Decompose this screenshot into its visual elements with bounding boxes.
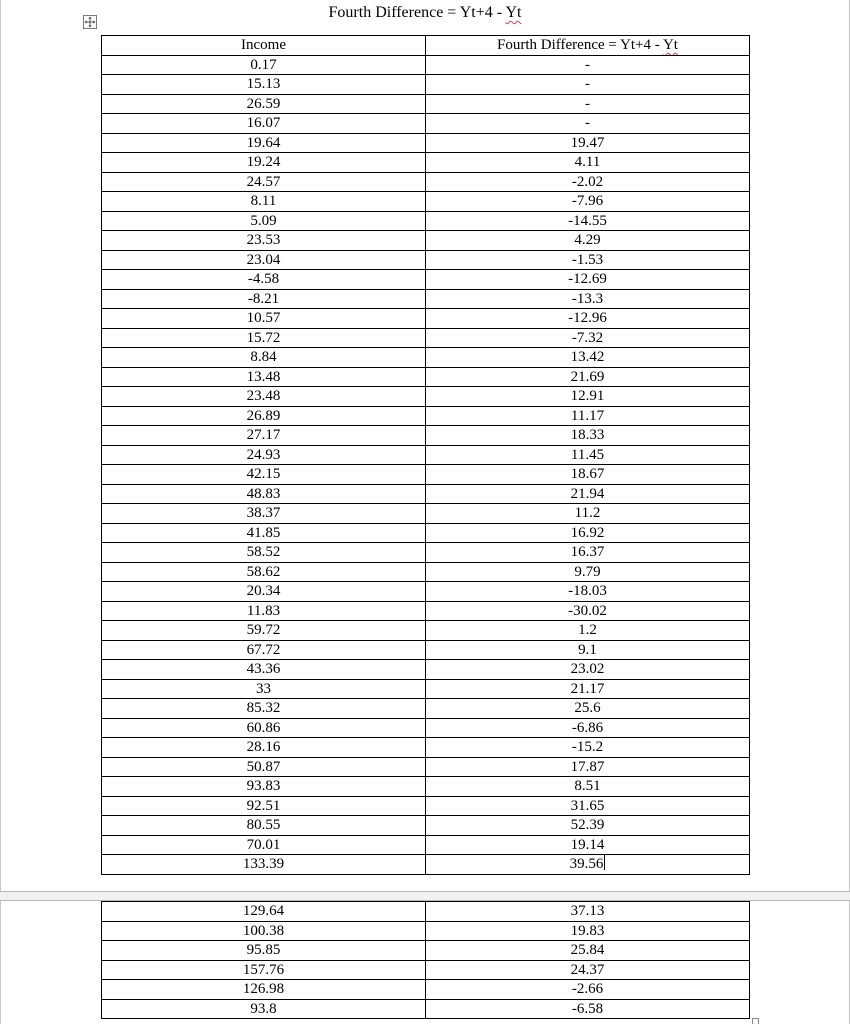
income-cell[interactable]: 92.51 <box>102 796 426 816</box>
income-cell[interactable]: 41.85 <box>102 523 426 543</box>
table-row <box>102 309 750 329</box>
fourth-difference-cell[interactable]: 13.42 <box>426 348 750 368</box>
fourth-difference-cell[interactable]: -7.32 <box>426 328 750 348</box>
page-corner-marker <box>752 1018 759 1024</box>
table-row <box>102 211 750 231</box>
income-cell[interactable]: 5.09 <box>102 211 426 231</box>
diff-header-prefix: Fourth Difference = Yt+4 - <box>497 37 663 53</box>
income-cell[interactable]: 0.17 <box>102 55 426 75</box>
income-cell[interactable]: 58.62 <box>102 562 426 582</box>
table-row <box>102 796 750 816</box>
fourth-difference-cell[interactable]: 9.1 <box>426 640 750 660</box>
income-cell[interactable]: 16.07 <box>102 114 426 134</box>
income-cell[interactable]: 19.64 <box>102 133 426 153</box>
table-row <box>102 406 750 426</box>
table-row <box>102 445 750 465</box>
income-cell[interactable]: 24.93 <box>102 445 426 465</box>
page-break-gap <box>0 891 850 901</box>
table-row <box>102 941 750 961</box>
income-cell[interactable]: 26.89 <box>102 406 426 426</box>
fourth-difference-cell[interactable]: 11.45 <box>426 445 750 465</box>
income-cell[interactable]: 27.17 <box>102 426 426 446</box>
income-cell[interactable]: 93.8 <box>102 999 426 1019</box>
fourth-difference-cell[interactable]: 19.14 <box>426 835 750 855</box>
fourth-difference-cell[interactable]: -30.02 <box>426 601 750 621</box>
table-row <box>102 757 750 777</box>
table-row <box>102 94 750 114</box>
income-cell[interactable]: 20.34 <box>102 582 426 602</box>
income-table-continued <box>101 901 750 1019</box>
table-row <box>102 582 750 602</box>
table-row <box>102 835 750 855</box>
fourth-difference-cell[interactable]: 11.2 <box>426 504 750 524</box>
fourth-difference-cell[interactable]: 9.79 <box>426 562 750 582</box>
fourth-difference-cell[interactable]: 21.17 <box>426 679 750 699</box>
income-cell[interactable]: 10.57 <box>102 309 426 329</box>
income-cell[interactable]: 11.83 <box>102 601 426 621</box>
income-cell[interactable]: 43.36 <box>102 660 426 680</box>
income-cell[interactable]: 70.01 <box>102 835 426 855</box>
diff-header-term: Yt <box>662 37 678 53</box>
table-row <box>102 484 750 504</box>
fourth-difference-cell[interactable]: 25.6 <box>426 699 750 719</box>
table-row <box>102 75 750 95</box>
table-row <box>102 999 750 1019</box>
table-row <box>102 816 750 836</box>
income-cell[interactable]: 15.13 <box>102 75 426 95</box>
table-row <box>102 231 750 251</box>
income-cell[interactable]: 50.87 <box>102 757 426 777</box>
income-cell[interactable]: 129.64 <box>102 902 426 922</box>
table-row <box>102 960 750 980</box>
fourth-difference-cell[interactable]: 4.11 <box>426 153 750 173</box>
income-cell[interactable]: -4.58 <box>102 270 426 290</box>
table-row <box>102 640 750 660</box>
fourth-difference-cell[interactable]: - <box>426 94 750 114</box>
fourth-difference-cell[interactable]: 21.69 <box>426 367 750 387</box>
table-row <box>102 921 750 941</box>
income-cell[interactable]: 100.38 <box>102 921 426 941</box>
income-cell[interactable]: 133.39 <box>102 855 426 875</box>
table-row <box>102 562 750 582</box>
fourth-difference-cell[interactable]: 39.56 <box>426 855 750 875</box>
income-cell[interactable]: 93.83 <box>102 777 426 797</box>
income-cell[interactable]: 23.48 <box>102 387 426 407</box>
income-cell[interactable]: 85.32 <box>102 699 426 719</box>
income-cell[interactable]: 24.57 <box>102 172 426 192</box>
fourth-difference-cell[interactable]: -14.55 <box>426 211 750 231</box>
fourth-difference-cell[interactable]: -6.58 <box>426 999 750 1019</box>
fourth-difference-cell[interactable]: 17.87 <box>426 757 750 777</box>
income-cell[interactable]: 15.72 <box>102 328 426 348</box>
table-row <box>102 543 750 563</box>
income-cell[interactable]: 26.59 <box>102 94 426 114</box>
income-cell[interactable]: 23.04 <box>102 250 426 270</box>
income-cell[interactable]: 38.37 <box>102 504 426 524</box>
table-row <box>102 660 750 680</box>
fourth-difference-cell[interactable]: -2.02 <box>426 172 750 192</box>
fourth-difference-cell[interactable]: 8.51 <box>426 777 750 797</box>
income-cell[interactable]: 33 <box>102 679 426 699</box>
table-row <box>102 289 750 309</box>
table-row <box>102 465 750 485</box>
income-cell[interactable]: 8.84 <box>102 348 426 368</box>
document-title[interactable] <box>0 3 850 23</box>
income-table <box>101 35 750 875</box>
table-row <box>102 601 750 621</box>
fourth-difference-cell[interactable]: -6.86 <box>426 718 750 738</box>
fourth-difference-cell[interactable]: -18.03 <box>426 582 750 602</box>
fourth-difference-cell[interactable]: 19.47 <box>426 133 750 153</box>
table-row <box>102 133 750 153</box>
fourth-difference-cell[interactable]: 52.39 <box>426 816 750 836</box>
fourth-difference-cell[interactable]: -13.3 <box>426 289 750 309</box>
table-row <box>102 387 750 407</box>
income-cell[interactable]: -8.21 <box>102 289 426 309</box>
fourth-difference-cell[interactable]: 37.13 <box>426 902 750 922</box>
text-cursor <box>604 855 605 870</box>
fourth-difference-cell[interactable]: 16.37 <box>426 543 750 563</box>
income-cell[interactable]: 157.76 <box>102 960 426 980</box>
income-cell[interactable]: 8.11 <box>102 192 426 212</box>
table-header-row <box>102 36 750 56</box>
income-cell[interactable]: 95.85 <box>102 941 426 961</box>
fourth-difference-cell[interactable]: 23.02 <box>426 660 750 680</box>
income-cell[interactable]: 13.48 <box>102 367 426 387</box>
fourth-difference-cell[interactable]: 11.17 <box>426 406 750 426</box>
table-row <box>102 699 750 719</box>
fourth-difference-cell[interactable]: -2.66 <box>426 980 750 1000</box>
fourth-difference-cell[interactable]: - <box>426 75 750 95</box>
table-row <box>102 738 750 758</box>
fourth-difference-cell[interactable]: -7.96 <box>426 192 750 212</box>
table-row <box>102 270 750 290</box>
table-row <box>102 348 750 368</box>
table-row <box>102 777 750 797</box>
table-row <box>102 172 750 192</box>
table-row <box>102 718 750 738</box>
fourth-difference-cell[interactable]: 16.92 <box>426 523 750 543</box>
fourth-difference-cell[interactable]: - <box>426 55 750 75</box>
fourth-difference-cell[interactable]: 12.91 <box>426 387 750 407</box>
table-row <box>102 902 750 922</box>
fourth-difference-cell[interactable]: 31.65 <box>426 796 750 816</box>
income-cell[interactable]: 126.98 <box>102 980 426 1000</box>
fourth-difference-cell[interactable]: 18.67 <box>426 465 750 485</box>
income-header-cell[interactable]: Income <box>102 36 426 56</box>
income-cell[interactable]: 28.16 <box>102 738 426 758</box>
income-cell[interactable]: 59.72 <box>102 621 426 641</box>
page-edge-left <box>0 0 1 1024</box>
fourth-difference-cell[interactable]: -1.53 <box>426 250 750 270</box>
title-prefix: Fourth Difference = Yt+4 - <box>328 4 506 21</box>
table-row <box>102 192 750 212</box>
table-row <box>102 621 750 641</box>
income-cell[interactable]: 23.53 <box>102 231 426 251</box>
income-cell[interactable]: 48.83 <box>102 484 426 504</box>
table-row <box>102 55 750 75</box>
title-term: Yt <box>505 4 522 21</box>
table-row <box>102 679 750 699</box>
fourth-difference-cell[interactable]: 1.2 <box>426 621 750 641</box>
fourth-difference-cell[interactable]: 19.83 <box>426 921 750 941</box>
table-row <box>102 426 750 446</box>
table-row <box>102 855 750 875</box>
table-row <box>102 328 750 348</box>
table-row <box>102 367 750 387</box>
table-row <box>102 504 750 524</box>
table-row <box>102 153 750 173</box>
fourth-difference-cell[interactable]: 4.29 <box>426 231 750 251</box>
table-row <box>102 250 750 270</box>
income-cell[interactable]: 60.86 <box>102 718 426 738</box>
fourth-difference-cell[interactable]: 25.84 <box>426 941 750 961</box>
income-cell[interactable]: 58.52 <box>102 543 426 563</box>
income-cell[interactable]: 19.24 <box>102 153 426 173</box>
fourth-difference-cell[interactable]: -12.69 <box>426 270 750 290</box>
fourth-difference-cell[interactable]: - <box>426 114 750 134</box>
table-row <box>102 980 750 1000</box>
fourth-difference-cell[interactable]: -15.2 <box>426 738 750 758</box>
income-cell[interactable]: 42.15 <box>102 465 426 485</box>
income-cell[interactable]: 80.55 <box>102 816 426 836</box>
fourth-difference-header-cell[interactable] <box>426 36 750 56</box>
table-row <box>102 523 750 543</box>
table-row <box>102 114 750 134</box>
income-cell[interactable]: 67.72 <box>102 640 426 660</box>
fourth-difference-cell[interactable]: 18.33 <box>426 426 750 446</box>
fourth-difference-cell[interactable]: 24.37 <box>426 960 750 980</box>
fourth-difference-cell[interactable]: -12.96 <box>426 309 750 329</box>
fourth-difference-cell[interactable]: 21.94 <box>426 484 750 504</box>
